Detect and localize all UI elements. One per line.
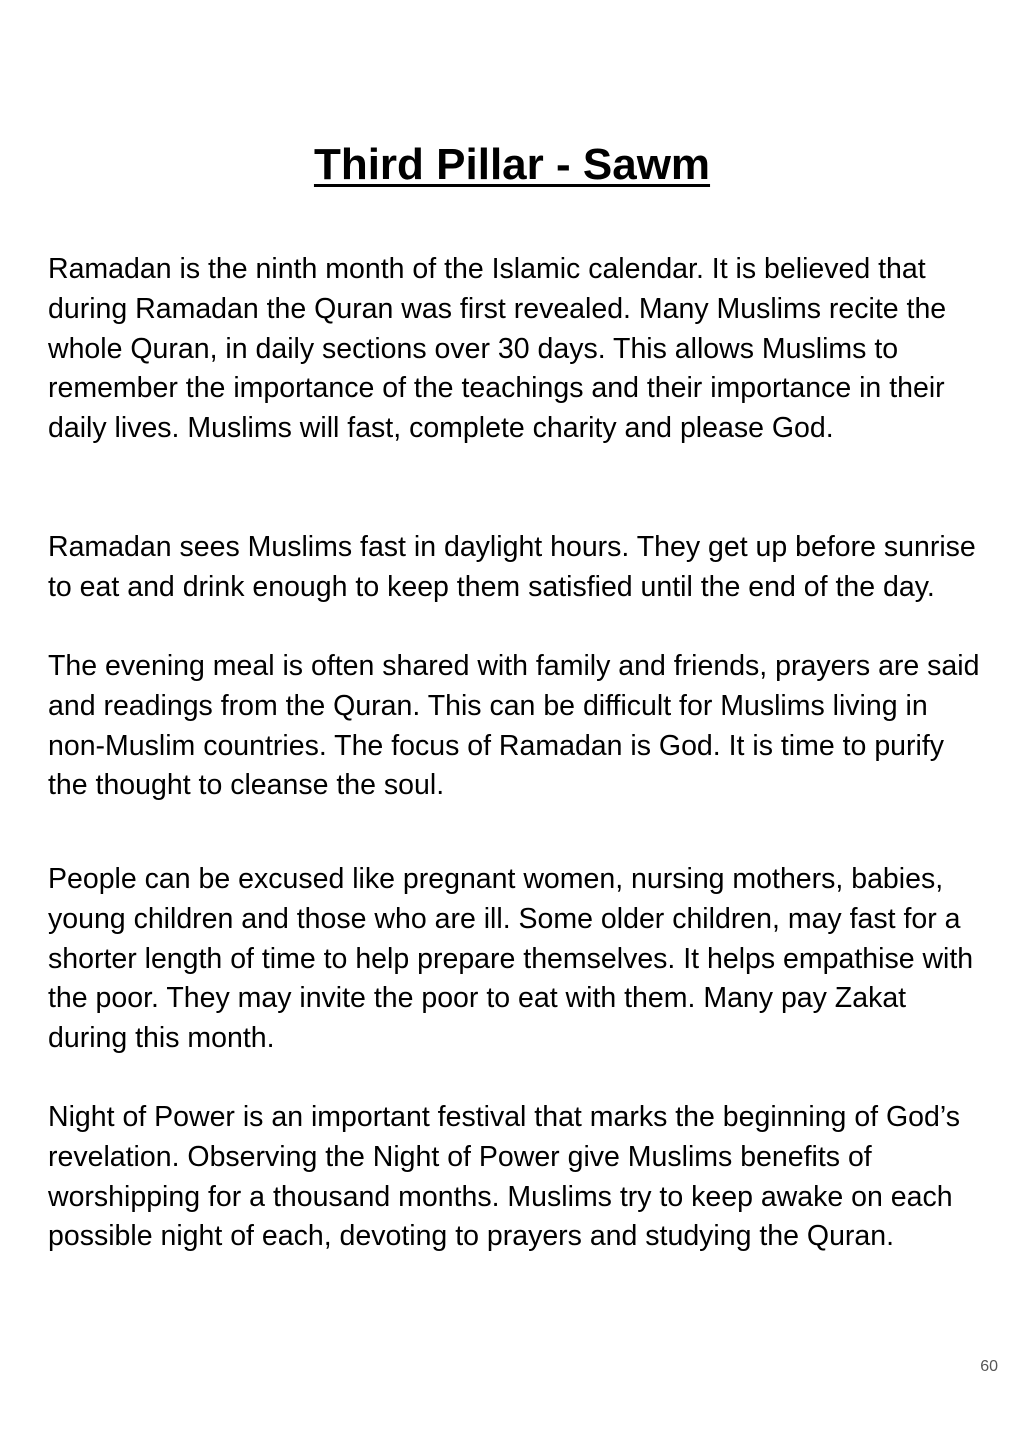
paragraph-exemptions: People can be excused like pregnant women, nursing mothers, babies, young children and those who are ill. Some older children, may fast for a shorter length of time to help prepare themselves. It helps empathise with the poor. They may invite the poor to eat with them. Many pay Zakat during this month.	[48, 863, 974, 1055]
paragraph-night-of-power: Night of Power is an important festival that marks the beginning of God’s revelation. Observing the Night of Power give Muslims benefits of worshipping for a thousand months. Muslims try to keep awake on each possible night of each, devoting to prayers and studying the Quran.	[48, 1101, 960, 1253]
paragraph-daylight-fasting: Ramadan sees Muslims fast in daylight hours. They get up before sunrise to eat and drink enough to keep them satisfied until the end of the day.	[48, 531, 976, 603]
page-number: 60	[980, 1358, 998, 1375]
paragraph-evening-meal: The evening meal is often shared with family and friends, prayers are said and readings from the Quran. This can be difficult for Muslims living in non-Muslim countries. The focus of Ramadan is God. It is time to purify the thought to cleanse the soul.	[48, 650, 980, 802]
paragraph-ramadan-intro: Ramadan is the ninth month of the Islamic calendar. It is believed that during Ramadan the Quran was first revealed. Many Muslims recite the whole Quran, in daily sections over 30 days. This allows Muslims to remember the importance of the teachings and their importance in their daily lives. Muslims will fast, complete charity and please God.	[48, 253, 947, 445]
page-title: Third Pillar - Sawm	[313, 140, 711, 189]
